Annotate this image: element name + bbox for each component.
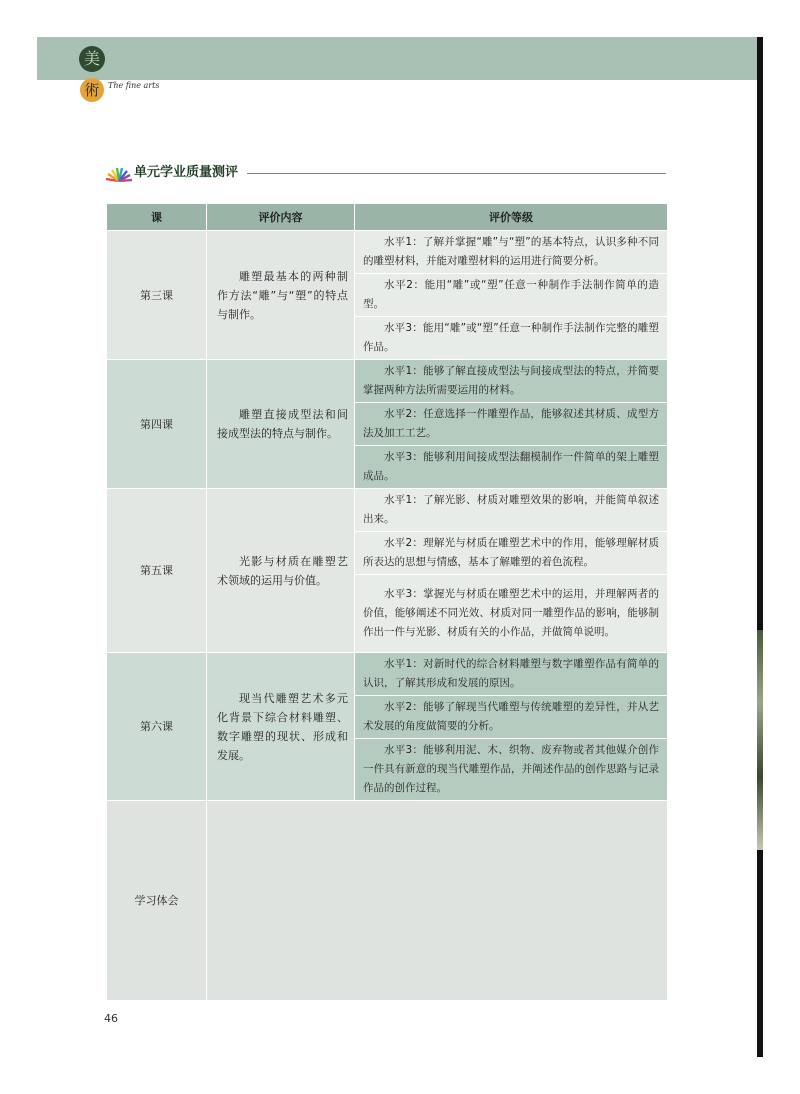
level-cell: 水平3：能够利用间接成型法翻模制作一件简单的架上雕塑成品。	[355, 446, 668, 489]
content-cell: 雕塑直接成型法和间接成型法的特点与制作。	[207, 360, 355, 489]
fine-arts-logo-top: 美	[79, 46, 105, 72]
level-cell: 水平2：能用“雕”或“塑”任意一种制作手法制作简单的造型。	[355, 274, 668, 317]
table-row	[107, 489, 668, 532]
content-cell: 现当代雕塑艺术多元化背景下综合材料雕塑、数字雕塑的现状、形成和发展。	[207, 653, 355, 801]
header-lesson: 课	[107, 204, 207, 231]
content-cell: 雕塑最基本的两种制作方法“雕”与“塑”的特点与制作。	[207, 231, 355, 360]
level-cell: 水平2：能够了解现当代雕塑与传统雕塑的差异性，并从艺术发展的角度做简要的分析。	[355, 696, 668, 739]
lesson-cell: 第五课	[107, 489, 207, 653]
level-cell: 水平1：对新时代的综合材料雕塑与数字雕塑作品有简单的认识，了解其形成和发展的原因。	[355, 653, 668, 696]
table-header-row	[107, 204, 668, 231]
section-divider	[247, 173, 666, 174]
header-caption: The fine arts	[108, 81, 160, 90]
edge-photo-strip	[757, 630, 763, 850]
section-title: 单元学业质量测评	[134, 165, 239, 180]
fan-icon	[104, 166, 134, 182]
page-edge	[757, 37, 763, 1057]
level-cell: 水平1：了解光影、材质对雕塑效果的影响，并能简单叙述出来。	[355, 489, 668, 532]
level-cell: 水平2：任意选择一件雕塑作品，能够叙述其材质、成型方法及加工工艺。	[355, 403, 668, 446]
header-level: 评价等级	[355, 204, 668, 231]
lesson-cell: 第四课	[107, 360, 207, 489]
level-cell: 水平3：能用“雕”或“塑”任意一种制作手法制作完整的雕塑作品。	[355, 317, 668, 360]
table-row	[107, 231, 668, 274]
assessment-table	[106, 203, 668, 1001]
content-cell: 光影与材质在雕塑艺术领域的运用与价值。	[207, 489, 355, 653]
lesson-cell: 第三课	[107, 231, 207, 360]
level-cell: 水平1：了解并掌握“雕”与“塑”的基本特点，认识多种不同的雕塑材料，并能对雕塑材料的运用进行简要分析。	[355, 231, 668, 274]
reflection-area[interactable]	[207, 801, 668, 1001]
level-cell: 水平2：理解光与材质在雕塑艺术中的作用，能够理解材质所表达的思想与情感，基本了解雕塑的着色流程。	[355, 532, 668, 575]
table-row	[107, 653, 668, 696]
level-cell: 水平1：能够了解直接成型法与间接成型法的特点，并简要掌握两种方法所需要运用的材料。	[355, 360, 668, 403]
level-cell: 水平3：掌握光与材质在雕塑艺术中的运用，并理解两者的价值，能够阐述不同光效、材质对同一雕塑作品的影响，能够制作出一件与光影、材质有关的小作品，并做简单说明。	[355, 575, 668, 653]
fine-arts-logo-bottom: 術	[80, 78, 104, 102]
section-header	[104, 164, 666, 184]
table-row	[107, 360, 668, 403]
page-number: 46	[104, 1012, 118, 1025]
level-cell: 水平3：能够利用泥、木、织物、废弃物或者其他媒介创作一件具有新意的现当代雕塑作品，并阐述作品的创作思路与记录作品的创作过程。	[355, 739, 668, 801]
header-band	[37, 37, 757, 80]
lesson-cell: 第六课	[107, 653, 207, 801]
reflection-row	[107, 801, 668, 1001]
header-content: 评价内容	[207, 204, 355, 231]
reflection-label: 学习体会	[107, 801, 207, 1001]
